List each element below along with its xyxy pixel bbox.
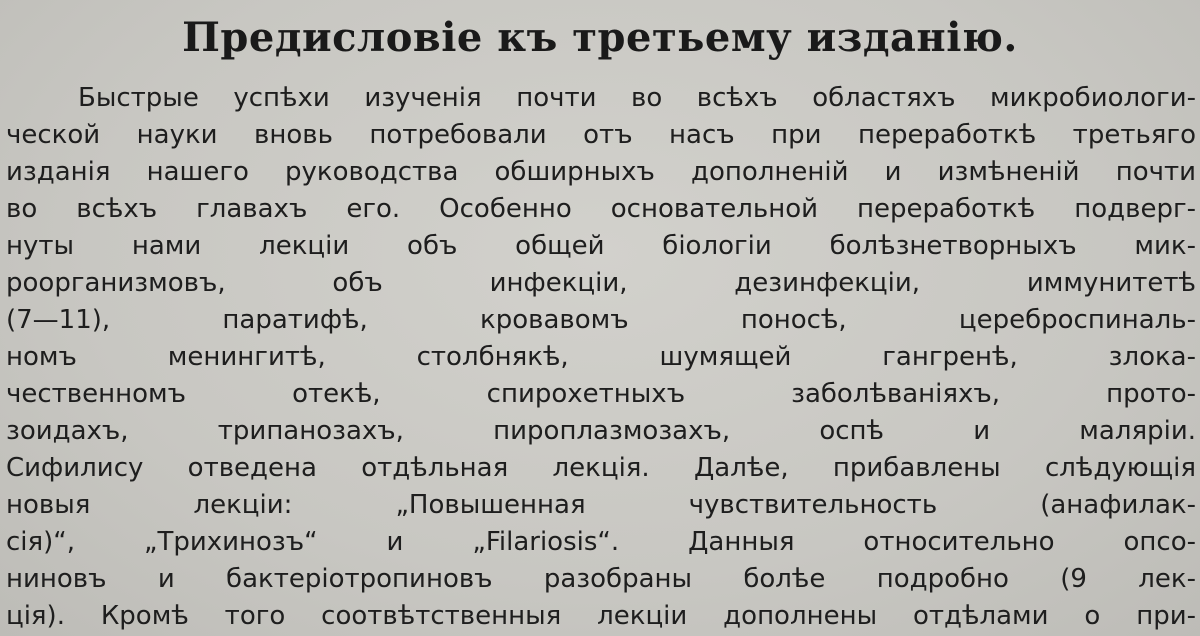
text-line: изданія нашего руководства обширныхъ дополненій и измѣненій почти	[6, 157, 1196, 187]
text-line: нуты нами лекціи объ общей біологіи болѣзнетворныхъ мик-	[6, 231, 1196, 261]
text-line: зоидахъ, трипанозахъ, пироплазмозахъ, оспѣ и маляріи.	[6, 416, 1196, 446]
text-line: чественномъ отекѣ, спирохетныхъ заболѣваніяхъ, прото-	[6, 379, 1196, 409]
text-line: (7—11), паратифѣ, кровавомъ поносѣ, цереброспиналь-	[6, 305, 1196, 335]
text-line: ческой науки вновь потребовали отъ насъ при переработкѣ третьяго	[6, 120, 1196, 150]
text-line: Быстрые успѣхи изученія почти во всѣхъ областяхъ микробиологи-	[78, 83, 1196, 113]
text-line: сія)“, „Трихинозъ“ и „Filariosis“. Данныя относительно опсо-	[6, 527, 1196, 557]
text-line: ниновъ и бактеріотропиновъ разобраны болѣе подробно (9 лек-	[6, 564, 1196, 594]
preface-body	[6, 80, 1196, 635]
text-line: номъ менингитѣ, столбнякѣ, шумящей гангренѣ, злока-	[6, 342, 1196, 372]
text-line: новыя лекціи: „Повышенная чувствительность (анафилак-	[6, 490, 1196, 520]
text-line: ція). Кромѣ того соотвѣтственныя лекціи дополнены отдѣлами о при-	[6, 601, 1196, 631]
text-line: Сифилису отведена отдѣльная лекція. Далѣе, прибавлены слѣдующія	[6, 453, 1196, 483]
preface-title: Предисловіе къ третьему изданію.	[182, 14, 1018, 61]
text-line: роорганизмовъ, объ инфекціи, дезинфекціи, иммунитетѣ	[6, 268, 1196, 298]
text-line: во всѣхъ главахъ его. Особенно основательной переработкѣ подверг-	[6, 194, 1196, 224]
